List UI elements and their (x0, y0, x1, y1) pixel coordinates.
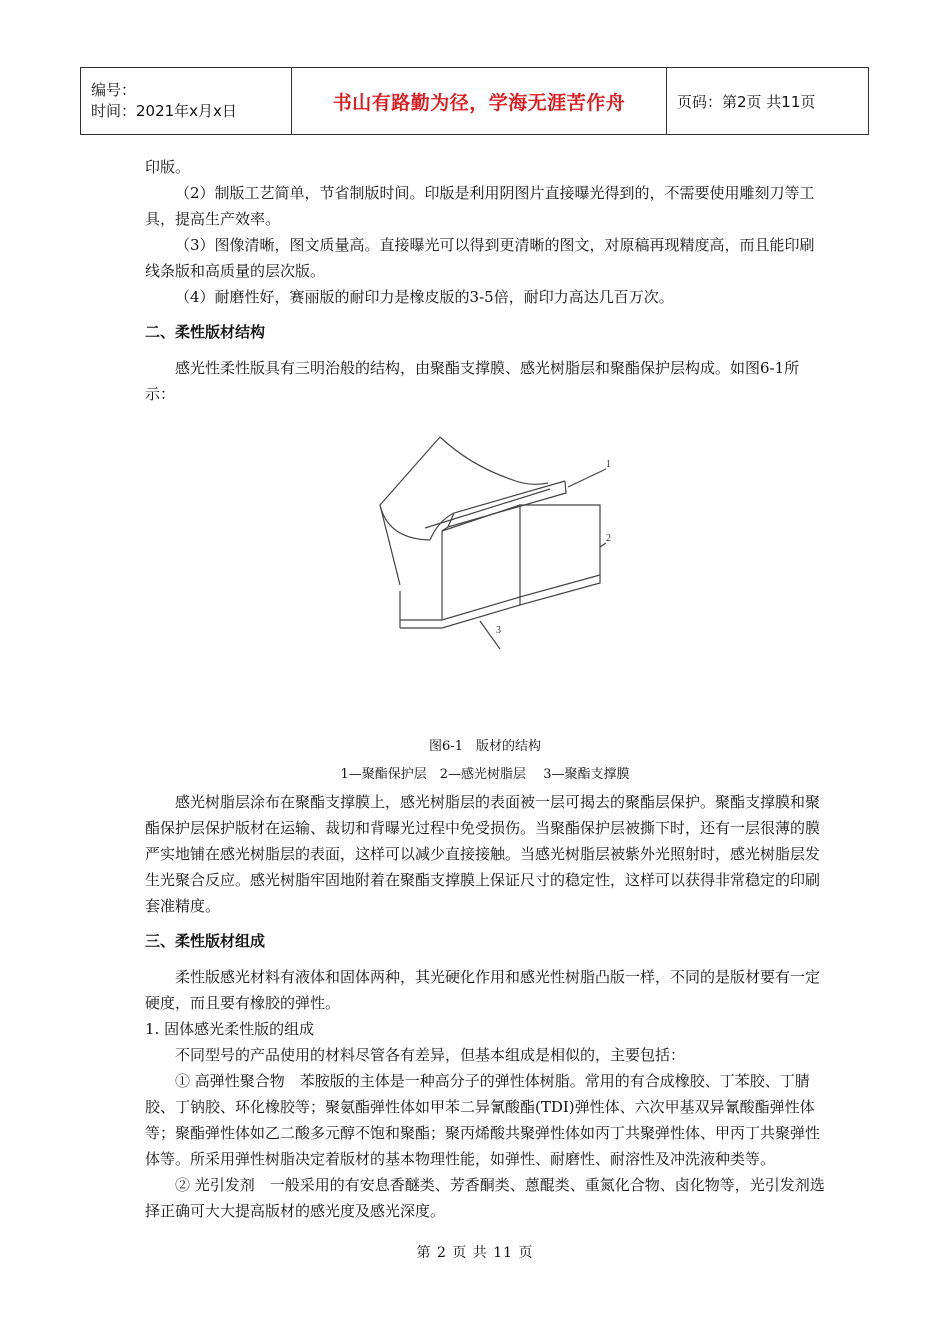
document-body (145, 154, 825, 1224)
paragraph: 不同型号的产品使用的材料尽管各有差异，但基本组成是相似的，主要包括： (175, 1046, 686, 1064)
header-meta-cell (81, 68, 292, 135)
page-footer: 第 2 页 共 11 页 (416, 1245, 534, 1261)
figure-caption: 图6-1 版材的结构 (429, 739, 541, 754)
paragraph: 柔性版感光材料有液体和固体两种，其光硬化作用和感光性树脂凸版一样，不同的是版材要有一定硬度，而且要有橡胶的弹性。 (145, 968, 821, 1012)
figure-label-3: 3 (496, 625, 501, 636)
paragraph: （3）图像清晰，图文质量高。直接曝光可以得到更清晰的图文，对原稿再现精度高，而且能印刷线条版和高质量的层次版。 (145, 236, 815, 280)
section-heading-composition: 三、柔性版材组成 (145, 932, 266, 950)
header-page-label: 页码：第2页 共11页 (667, 68, 869, 135)
header-table (80, 67, 869, 135)
section-heading-structure: 二、柔性版材结构 (145, 323, 266, 341)
paragraph: 印版。 (145, 158, 191, 176)
document-number-label: 编号： (91, 81, 137, 99)
paragraph: 感光树脂层涂布在聚酯支撑膜上，感光树脂层的表面被一层可揭去的聚酯层保护。聚酯支撑膜和聚酯保护层保护版材在运输、裁切和背曝光过程中免受损伤。当聚酯保护层被撕下时，还有一层很薄的膜严实地铺在感光树脂层的表面，这样可以减少直接接触。当感光树脂层被紫外光照射时，感光树脂层发生光聚合反应。感光树脂牢固地附着在聚酯支撑膜上保证尺寸的稳定性，这样可以获得非常稳定的印刷套准精度。 (145, 793, 821, 915)
paragraph: 感光性柔性版具有三明治般的结构，由聚酯支撑膜、感光树脂层和聚酯保护层构成。如图6-1所示： (145, 359, 800, 403)
subheading: 1. 固体感光柔性版的组成 (145, 1020, 315, 1038)
figure-legend: 1—聚酯保护层 2—感光树脂层 3—聚酯支撑膜 (340, 767, 630, 782)
paragraph: （2）制版工艺简单，节省制版时间。印版是利用阴图片直接曝光得到的，不需要使用雕刻刀等工具，提高生产效率。 (145, 184, 815, 228)
figure-plate-structure (145, 415, 825, 733)
plate-structure-diagram (370, 435, 610, 635)
header-motto: 书山有路勤为径，学海无涯苦作舟 (292, 68, 667, 135)
paragraph: （4）耐磨性好，赛丽版的耐印力是橡皮版的3-5倍，耐印力高达几百万次。 (175, 288, 674, 306)
paragraph: ① 高弹性聚合物 苯胺版的主体是一种高分子的弹性体树脂。常用的有合成橡胶、丁苯胶、丁腈胶、丁钠胶、环化橡胶等；聚氨酯弹性体如甲苯二异氰酸酯(TDI)弹性体、六次甲基双异氰酸酯弹性体等；聚酯弹性体如乙二酸多元醇不饱和聚酯；聚丙烯酸共聚弹性体如丙丁共聚弹性体、甲丙丁共聚弹性体等。所采用弹性树脂决定着版材的基本物理性能，如弹性、耐磨性、耐溶性及冲洗液种类等。 (145, 1072, 821, 1168)
figure-label-1: 1 (606, 459, 611, 470)
figure-label-2: 2 (606, 533, 611, 544)
document-time-label: 时间：2021年x月x日 (91, 102, 237, 120)
paragraph: ② 光引发剂 一般采用的有安息香醚类、芳香酮类、蒽醌类、重氮化合物、卤化物等，光引发剂选择正确可大大提高版材的感光度及感光深度。 (145, 1176, 825, 1220)
